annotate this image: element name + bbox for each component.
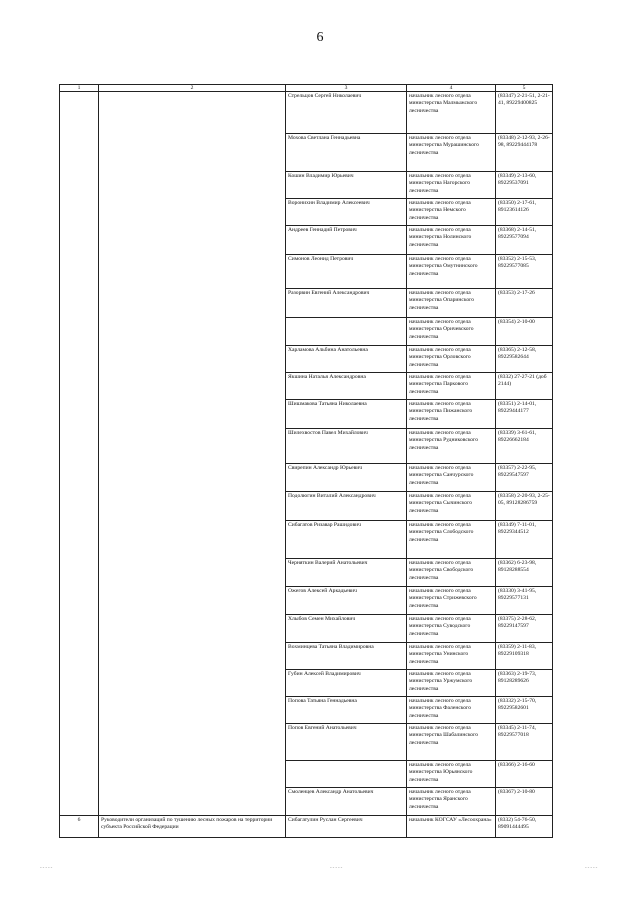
position-cell: начальник КОГСАУ «Лесоохрана»	[407, 816, 496, 838]
name-cell: Смоленцев Александр Анатольевич	[286, 788, 407, 816]
name-cell: Шишмакова Татьяна Николаевна	[286, 400, 407, 429]
page-number: 6	[316, 30, 324, 45]
phone-cell: (83332) 2-15-70, 89229582601	[496, 697, 553, 724]
name-cell: Андреев Геннадий Петрович	[286, 226, 407, 255]
position-cell: начальник лесного отдела министерства Немского лесничества	[407, 199, 496, 226]
position-cell: начальник лесного отдела министерства Санчурского лесничества	[407, 464, 496, 492]
phone-cell: (83365) 2-12-58, 89229582644	[496, 346, 553, 373]
name-cell: Якшина Наталья Александровна	[286, 373, 407, 400]
name-cell	[286, 318, 407, 346]
position-cell: начальник лесного отдела министерства Оричевского лесничества	[407, 318, 496, 346]
name-cell: Шилехвостов Павел Михайлович	[286, 429, 407, 464]
position-cell: начальник лесного отдела министерства Мурашинского лесничества	[407, 134, 496, 172]
name-cell: Симонов Леонид Петрович	[286, 255, 407, 289]
name-cell: Вохминцева Татьяна Владимировна	[286, 643, 407, 670]
name-cell: Свирепин Александр Юрьевич	[286, 464, 407, 492]
name-cell: Харламова Альбина Анатольевна	[286, 346, 407, 373]
position-cell: начальник лесного отдела министерства Нагорского лесничества	[407, 172, 496, 199]
row-number-cell	[60, 92, 99, 816]
phone-cell: (83366) 2-16-60	[496, 761, 553, 788]
phone-cell: (83362) 6-23-98, 89128288554	[496, 559, 553, 587]
column-number: 1	[60, 85, 99, 92]
footer-mark-left: -----	[40, 866, 54, 871]
phone-cell: (83375) 2-28-62, 89229147597	[496, 615, 553, 643]
phone-cell: (83351) 2-14-01, 89229444177	[496, 400, 553, 429]
position-cell: начальник лесного отдела министерства Нолинского лесничества	[407, 226, 496, 255]
position-cell: начальник лесного отдела министерства Опаринского лесничества	[407, 289, 496, 318]
table-row	[60, 92, 553, 134]
name-cell: Подолюгин Виталий Александрович	[286, 492, 407, 521]
position-cell: начальник лесного отдела министерства Омутнинского лесничества	[407, 255, 496, 289]
phone-cell: (83359) 2-11-83, 89229109318	[496, 643, 553, 670]
phone-cell: (83349) 2-13-60, 89229537091	[496, 172, 553, 199]
position-cell: начальник лесного отдела министерства Суводского лесничества	[407, 615, 496, 643]
phone-cell: (83339) 3-61-61, 89226662184	[496, 429, 553, 464]
position-cell: начальник лесного отдела министерства Стрижевского лесничества	[407, 587, 496, 615]
phone-cell: (83354) 2-10-00	[496, 318, 553, 346]
position-cell: начальник лесного отдела министерства Унинского лесничества	[407, 643, 496, 670]
phone-cell: (83363) 2-19-73, 89128289626	[496, 670, 553, 697]
phone-cell: (83349) 7-11-01, 89229344512	[496, 521, 553, 559]
name-cell: Воронихин Владимир Алексеевич	[286, 199, 407, 226]
name-cell: Мохова Светлана Геннадьевна	[286, 134, 407, 172]
category-cell: Руководители организаций по тушению лесных пожаров на территории субъекта Российской Федерации	[99, 816, 286, 838]
position-cell: начальник лесного отдела министерства Малмыжского лесничества	[407, 92, 496, 134]
position-cell: начальник лесного отдела министерства Юрьянского лесничества	[407, 761, 496, 788]
phone-cell: (83367) 2-10-80	[496, 788, 553, 816]
phone-cell: (83352) 2-15-53, 89229577085	[496, 255, 553, 289]
position-cell: начальник лесного отдела министерства Свободского лесничества	[407, 559, 496, 587]
footer-mark-right: -----	[585, 866, 599, 871]
name-cell: Стрельцов Сергей Николаевич	[286, 92, 407, 134]
name-cell: Черняткин Валерий Анатольевич	[286, 559, 407, 587]
column-number: 5	[496, 85, 553, 92]
contacts-table	[59, 84, 553, 838]
position-cell: начальник лесного отдела министерства Пижанского лесничества	[407, 400, 496, 429]
position-cell: начальник лесного отдела министерства Яранского лесничества	[407, 788, 496, 816]
phone-cell: (8332) 54-76-50, 89091444495	[496, 816, 553, 838]
position-cell: начальник лесного отдела министерства Орловского лесничества	[407, 346, 496, 373]
category-cell	[99, 92, 286, 816]
position-cell: начальник лесного отдела министерства Сычинского лесничества	[407, 492, 496, 521]
name-cell	[286, 761, 407, 788]
name-cell: Сибагатулин Руслан Сергеевич	[286, 816, 407, 838]
position-cell: начальник лесного отдела министерства Фаленского лесничества	[407, 697, 496, 724]
phone-cell: (8332) 27-27-21 (доб 2144)	[496, 373, 553, 400]
footer-mark-center: -----	[330, 866, 344, 871]
name-cell: Разорвин Евгений Александрович	[286, 289, 407, 318]
table-row	[60, 816, 553, 838]
column-number-row	[60, 85, 553, 92]
position-cell: начальник лесного отдела министерства Уржумского лесничества	[407, 670, 496, 697]
phone-cell: (83350) 2-17-61, 89123614126	[496, 199, 553, 226]
position-cell: начальник лесного отдела министерства Паркового лесничества	[407, 373, 496, 400]
phone-cell: (83357) 2-22-95, 89229547597	[496, 464, 553, 492]
phone-cell: (83368) 2-14-51, 89229577094	[496, 226, 553, 255]
phone-cell: (83347) 2-21-51, 2-21-41, 89229400825	[496, 92, 553, 134]
position-cell: начальник лесного отдела министерства Слободского лесничества	[407, 521, 496, 559]
column-number: 2	[99, 85, 286, 92]
name-cell: Хлыбов Семен Михайлович	[286, 615, 407, 643]
name-cell: Ожегов Алексей Аркадьевич	[286, 587, 407, 615]
column-number: 3	[286, 85, 407, 92]
name-cell: Попов Евгений Анатольевич	[286, 724, 407, 761]
name-cell: Попова Татьяна Геннадьевна	[286, 697, 407, 724]
phone-cell: (83330) 3-41-95, 89229577131	[496, 587, 553, 615]
phone-cell: (83358) 2-20-93, 2-25-05, 89128286759	[496, 492, 553, 521]
phone-cell: (83353) 2-17-26	[496, 289, 553, 318]
column-number: 4	[407, 85, 496, 92]
name-cell: Кошин Владимир Юрьевич	[286, 172, 407, 199]
phone-cell: (83345) 2-11-74, 89229577018	[496, 724, 553, 761]
row-number-cell: 6	[60, 816, 99, 838]
name-cell: Губин Алексей Владимирович	[286, 670, 407, 697]
phone-cell: (83348) 2-12-93, 2-26-98, 89229444178	[496, 134, 553, 172]
position-cell: начальник лесного отдела министерства Шабалинского лесничества	[407, 724, 496, 761]
name-cell: Сибагатов Ризавар Рашидович	[286, 521, 407, 559]
position-cell: начальник лесного отдела министерства Рудниковского лесничества	[407, 429, 496, 464]
